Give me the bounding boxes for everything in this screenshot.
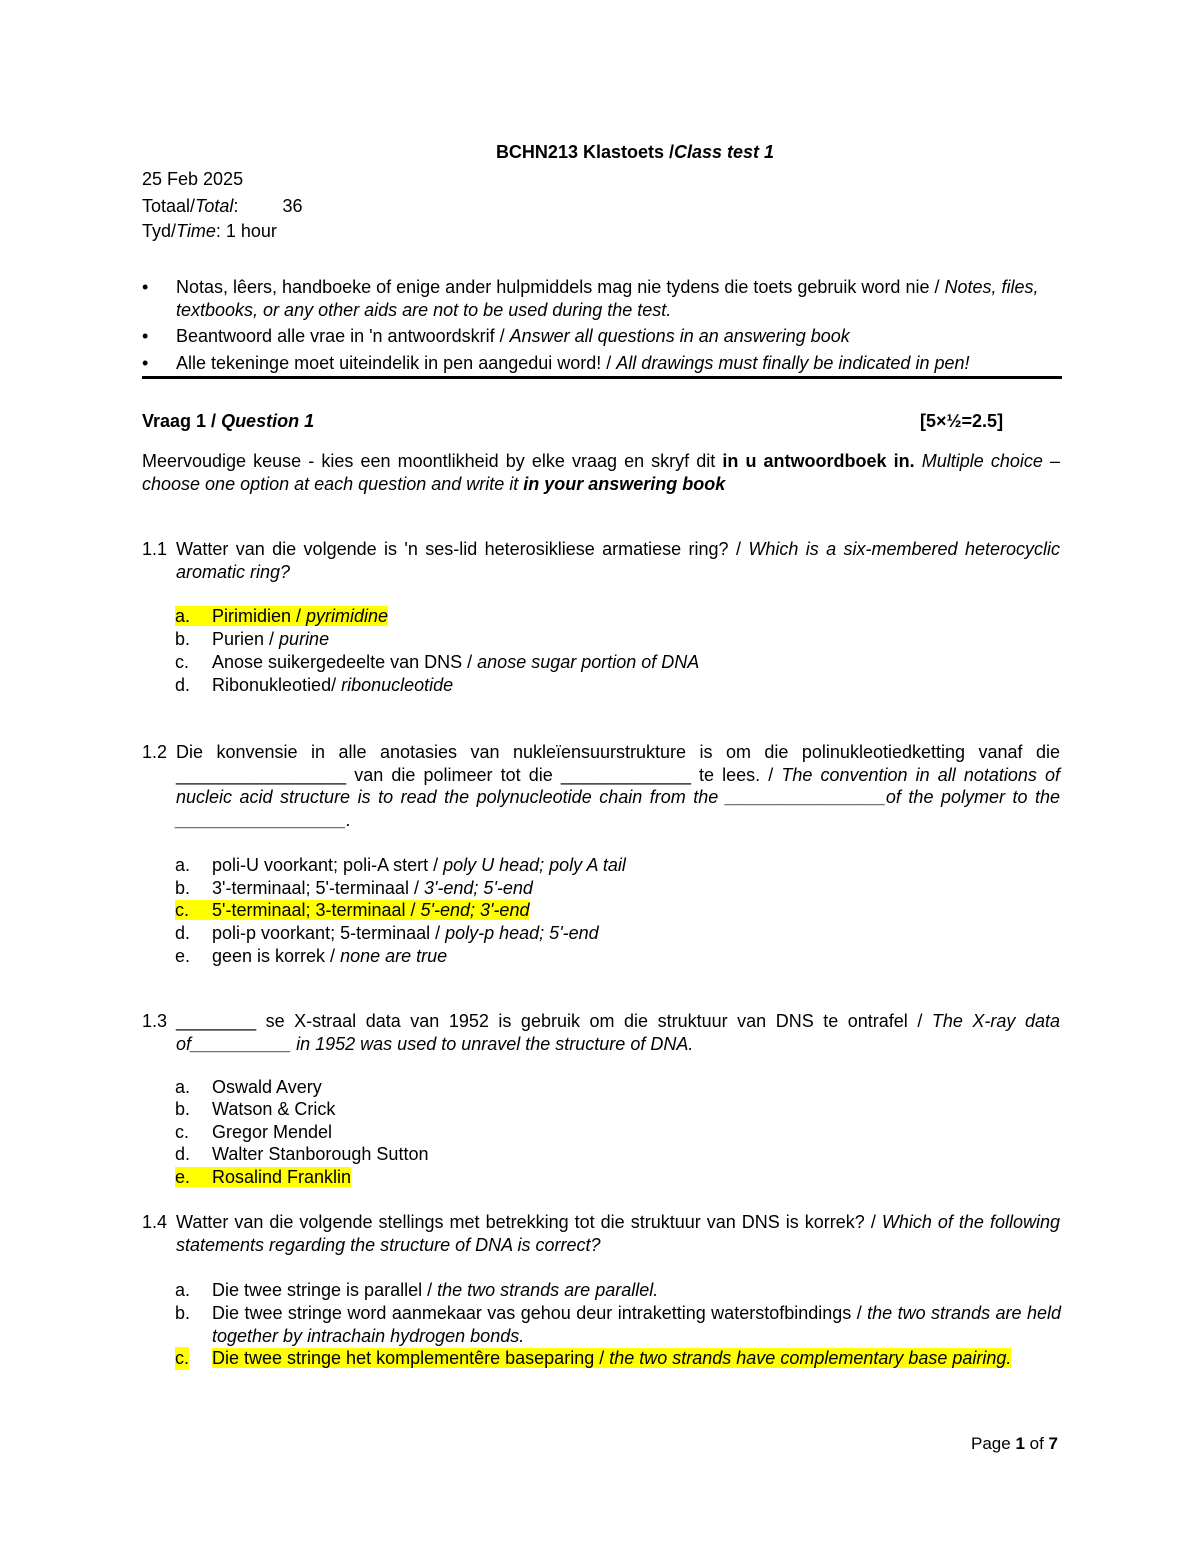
- option-1-3-e: e. Rosalind Franklin: [175, 1167, 352, 1187]
- option-1-2-a: a. poli-U voorkant; poli-A stert / poly U head; poly A tail: [175, 855, 626, 875]
- rules-list: [142, 276, 1060, 374]
- exam-date: 25 Feb 2025: [142, 169, 244, 189]
- question-1-2: 1.2 Die konvensie in alle anotasies van nukleïensuurstrukture is om die polinukleotiedketting vanaf die _________________ van die polimeer tot die _____________ te lees. / The convention in all notations of nucleic acid structure is to read the polynucleotide chain from the ________________of the polymer to the _________________.: [142, 742, 1060, 830]
- rule-item: • Notas, lêers, handboeke of enige ander hulpmiddels mag nie tydens die toets gebruik word nie / Notes, files, textbooks, or any other aids are not to be used during the test.: [142, 277, 1039, 320]
- option-1-1-d: d. Ribonukleotied/ ribonucleotide: [175, 675, 454, 695]
- option-1-4-c: c. Die twee stringe het komplementêre baseparing / the two strands have complementary base pairing.: [175, 1348, 1012, 1368]
- question-1-4: 1.4 Watter van die volgende stellings met betrekking tot die struktuur van DNS is korrek? / Which of the following statements regarding the structure of DNA is correct?: [142, 1212, 1060, 1255]
- option-1-3-a: a. Oswald Avery: [175, 1077, 322, 1097]
- bullet-icon: •: [142, 352, 149, 373]
- rule-item: • Alle tekeninge moet uiteindelik in pen aangedui word! / All drawings must finally be indicated in pen!: [142, 352, 970, 373]
- exam-total: Totaal/Total: 36: [142, 196, 303, 216]
- question-1-1: 1.1 Watter van die volgende is 'n ses-lid heterosikliese armatiese ring? / Which is a six-membered heterocyclic aromatic ring?: [142, 539, 1060, 582]
- page-title: BCHN213 Klastoets /Class test 1: [495, 142, 775, 162]
- option-1-1-b: b. Purien / purine: [175, 629, 330, 649]
- option-1-3-c: c. Gregor Mendel: [175, 1122, 333, 1142]
- rule-item: • Beantwoord alle vrae in 'n antwoordskrif / Answer all questions in an answering book: [142, 326, 850, 346]
- bullet-icon: •: [142, 326, 149, 346]
- exam-time: Tyd/Time: 1 hour: [142, 221, 277, 241]
- option-1-2-c: c. 5'-terminaal; 3-terminaal / 5'-end; 3'-end: [175, 900, 530, 920]
- option-1-2-d: d. poli-p voorkant; 5-terminaal / poly-p head; 5'-end: [175, 923, 599, 943]
- page-footer: Page 1 of 7: [971, 1434, 1058, 1453]
- option-1-1-a: a. Pirimidien / pyrimidine: [175, 606, 389, 626]
- option-1-3-b: b. Watson & Crick: [175, 1099, 336, 1119]
- option-1-2-b: b. 3'-terminaal; 5'-terminaal / 3'-end; 5'-end: [175, 878, 533, 898]
- question-heading: Vraag 1 / Question 1: [142, 411, 315, 431]
- question-1-3: 1.3 ________ se X-straal data van 1952 is gebruik om die struktuur van DNS te ontrafel / The X-ray data of__________ in 1952 was used to unravel the structure of DNA.: [142, 1011, 1060, 1054]
- option-1-2-e: e. geen is korrek / none are true: [175, 946, 448, 966]
- question-instructions: Meervoudige keuse - kies een moontlikheid by elke vraag en skryf dit in u antwoordboek in. Multiple choice – choose one option at each question and write it in your answering book: [142, 451, 1060, 494]
- option-1-3-d: d. Walter Stanborough Sutton: [175, 1144, 429, 1164]
- option-1-4-b: b. Die twee stringe word aanmekaar vas gehou deur intraketting waterstofbindings / the two strands are held together by intrachain hydrogen bonds.: [175, 1303, 1061, 1346]
- bullet-icon: •: [142, 277, 149, 297]
- option-1-1-c: c. Anose suikergedeelte van DNS / anose sugar portion of DNA: [175, 652, 700, 672]
- section-divider: [142, 376, 1062, 379]
- option-1-4-a: a. Die twee stringe is parallel / the two strands are parallel.: [175, 1280, 659, 1300]
- question-marks: [5×½=2.5]: [920, 411, 1004, 431]
